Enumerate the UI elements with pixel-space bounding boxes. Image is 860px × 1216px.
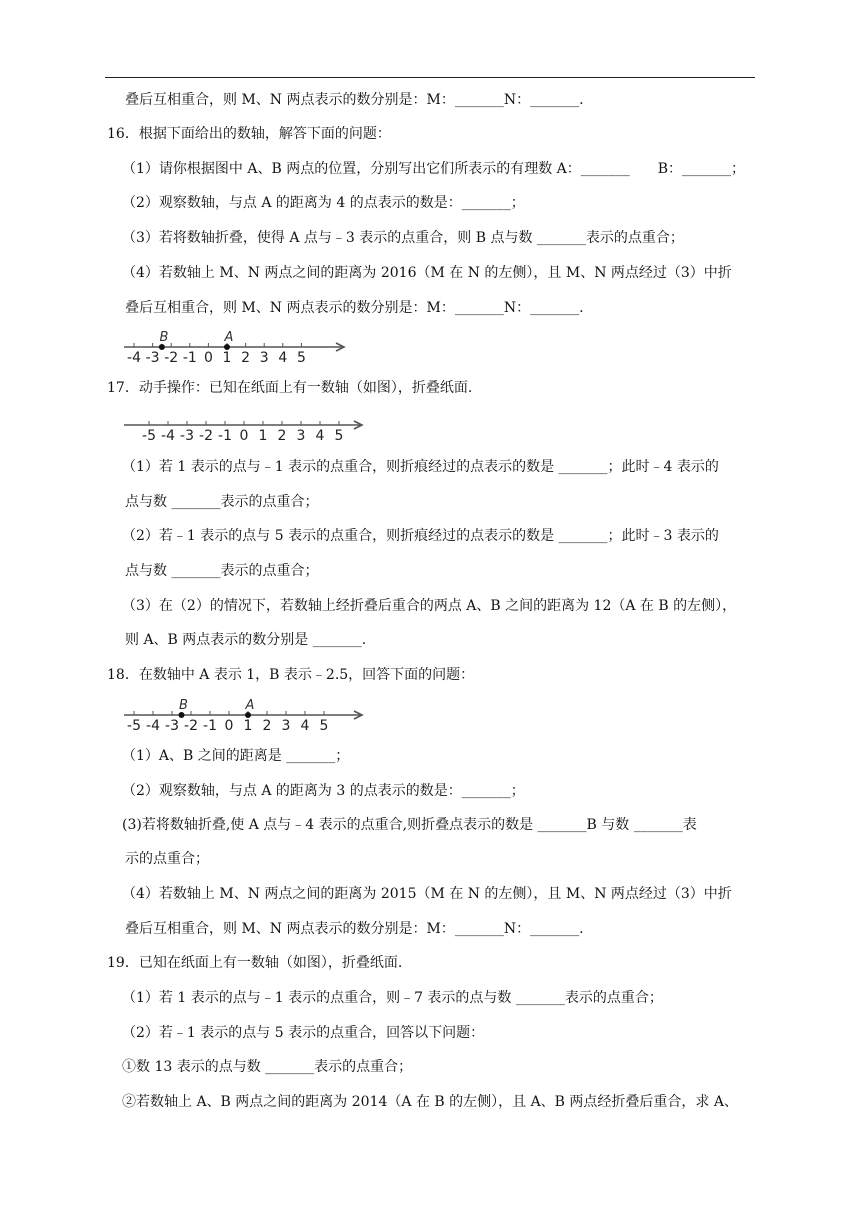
text-line: （3）若将数轴折叠，使得 A 点与﹣3 表示的点重合，则 B 点与数 _______表示的点重合； xyxy=(122,230,684,246)
text-line: 16．根据下面给出的数轴，解答下面的问题： xyxy=(107,126,391,142)
tick-label: -1 xyxy=(203,718,217,734)
text-line: ①数 13 表示的点与数 _______表示的点重合； xyxy=(122,1059,413,1075)
tick-label: -1 xyxy=(218,428,232,444)
tick-label: -2 xyxy=(184,718,198,734)
text-line: ②若数轴上 A、B 两点之间的距离为 2014（A 在 B 的左侧），且 A、B 两点经折叠后重合，求 A、 xyxy=(122,1094,738,1110)
tick-label: 2 xyxy=(241,350,251,366)
text-line: （2）若﹣1 表示的点与 5 表示的点重合，则折痕经过的点表示的数是 _______；此时﹣3 表示的 xyxy=(122,528,719,544)
tick-label: -4 xyxy=(161,428,175,444)
text-line: （1）请你根据图中 A、B 两点的位置，分别写出它们所表示的有理数 A：_______ B：_______； xyxy=(122,161,746,177)
tick-label: 5 xyxy=(296,350,306,366)
number-line-17 xyxy=(122,414,372,446)
tick-label: -3 xyxy=(165,718,179,734)
tick-label: -5 xyxy=(142,428,156,444)
tick-label: 2 xyxy=(262,718,272,734)
tick-label: 2 xyxy=(277,428,287,444)
tick-label: 3 xyxy=(259,350,269,366)
text-line: 点与数 _______表示的点重合； xyxy=(125,494,319,510)
tick-label: -2 xyxy=(199,428,213,444)
text-line: 19．已知在纸面上有一数轴（如图），折叠纸面. xyxy=(107,955,403,971)
point-label: A xyxy=(224,330,234,345)
tick-label: -3 xyxy=(180,428,194,444)
tick-label: -1 xyxy=(182,350,197,366)
text-line: 点与数 _______表示的点重合； xyxy=(125,563,319,579)
text-line: （1）若 1 表示的点与﹣1 表示的点重合，则﹣7 表示的点与数 _______表示的点重合； xyxy=(122,990,663,1006)
tick-label: -4 xyxy=(146,718,160,734)
tick-label: 1 xyxy=(258,428,268,444)
tick-label: 3 xyxy=(296,428,306,444)
tick-label: 4 xyxy=(300,718,310,734)
tick-label: 0 xyxy=(203,350,213,366)
tick-label: 0 xyxy=(239,428,249,444)
text-line: （4）若数轴上 M、N 两点之间的距离为 2015（M 在 N 的左侧），且 M、N 两点经过（3）中折 xyxy=(122,886,732,902)
tick-label: -4 xyxy=(127,350,141,366)
text-line: 17．动手操作：已知在纸面上有一数轴（如图），折叠纸面. xyxy=(107,380,473,396)
tick-label: -5 xyxy=(127,718,141,734)
tick-label: 4 xyxy=(278,350,288,366)
point-label: B xyxy=(159,330,169,345)
text-line: 叠后互相重合，则 M、N 两点表示的数分别是：M：_______N：_______. xyxy=(125,921,584,937)
point-label: B xyxy=(179,698,188,713)
tick-label: -2 xyxy=(164,350,179,366)
text-line: (3)若将数轴折叠,使 A 点与﹣4 表示的点重合,则折叠点表示的数是 _______B 与数 _______表 xyxy=(122,817,697,833)
tick-label: 5 xyxy=(319,718,329,734)
text-line: 则 A、B 两点表示的数分别是 _______. xyxy=(125,632,367,648)
point-label: A xyxy=(245,698,255,713)
tick-label: 0 xyxy=(224,718,234,734)
text-line: （1）若 1 表示的点与﹣1 表示的点重合，则折痕经过的点表示的数是 _______；此时﹣4 表示的 xyxy=(122,459,719,475)
text-line: （1）A、B 之间的距离是 _______； xyxy=(122,748,350,764)
text-line: （2）若﹣1 表示的点与 5 表示的点重合，回答以下问题： xyxy=(122,1025,485,1041)
tick-label: 5 xyxy=(334,428,344,444)
tick-label: 1 xyxy=(243,718,253,734)
text-line: 示的点重合； xyxy=(125,851,209,867)
text-line: 18．在数轴中 A 表示 1，B 表示﹣2.5，回答下面的问题： xyxy=(107,667,475,683)
tick-label: 3 xyxy=(281,718,291,734)
number-line-16 xyxy=(122,328,352,368)
text-line: 叠后互相重合，则 M、N 两点表示的数分别是：M：_______N：_______. xyxy=(125,300,584,316)
text-line: （4）若数轴上 M、N 两点之间的距离为 2016（M 在 N 的左侧），且 M、N 两点经过（3）中折 xyxy=(122,265,732,281)
text-line: 叠后互相重合，则 M、N 两点表示的数分别是：M：_______N：_______. xyxy=(125,92,584,108)
number-line-18 xyxy=(122,694,372,738)
tick-label: 4 xyxy=(315,428,325,444)
text-line: （2）观察数轴，与点 A 的距离为 4 的点表示的数是：_______； xyxy=(122,195,525,211)
text-line: （3）在（2）的情况下，若数轴上经折叠后重合的两点 A、B 之间的距离为 12（A 在 B 的左侧）， xyxy=(122,598,737,614)
header-rule xyxy=(105,77,755,78)
tick-label: -3 xyxy=(145,350,160,366)
text-line: （2）观察数轴，与点 A 的距离为 3 的点表示的数是：_______； xyxy=(122,783,525,799)
tick-label: 1 xyxy=(222,350,232,366)
